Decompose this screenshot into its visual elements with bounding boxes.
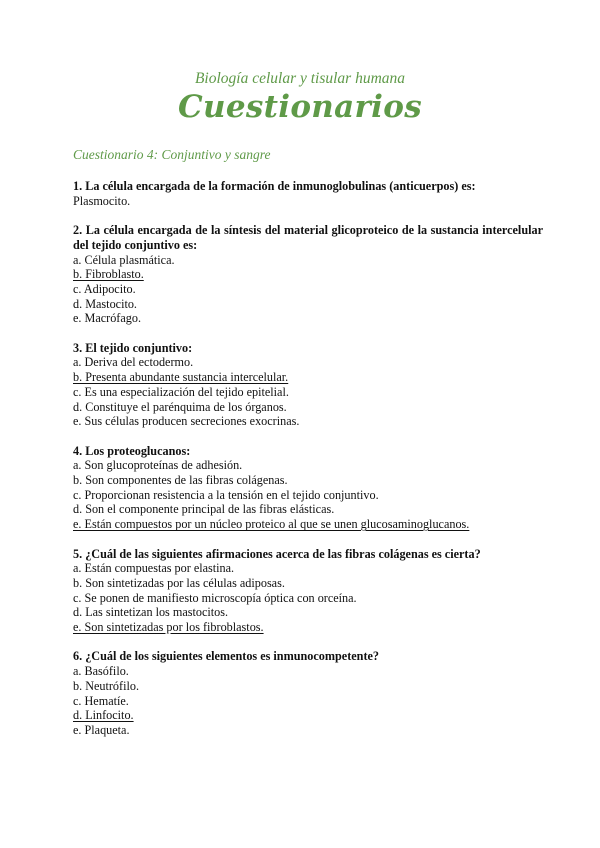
answer-option: c. Hematíe. bbox=[73, 693, 129, 708]
question-block bbox=[73, 649, 543, 737]
question-text: 4. Los proteoglucanos: bbox=[73, 443, 191, 458]
question-text: 2. La célula encargada de la síntesis del material glicoproteico de la sustancia intercelular del tejido conjuntivo es: bbox=[73, 223, 543, 252]
answer-option: c. Adipocito. bbox=[73, 281, 136, 296]
question-block bbox=[73, 179, 543, 208]
document-subtitle: Biología celular y tisular humana bbox=[194, 70, 406, 87]
question-block bbox=[73, 547, 543, 635]
answer-option: d. Son el componente principal de las fibras elásticas. bbox=[73, 502, 335, 517]
answer-option: c. Se ponen de manifiesto microscopía óptica con orceína. bbox=[73, 590, 357, 605]
answer-option: Plasmocito. bbox=[73, 193, 131, 208]
answer-option-correct: b. Fibroblasto. bbox=[73, 267, 144, 282]
answer-option: a. Están compuestas por elastina. bbox=[73, 561, 235, 576]
answer-option-correct: e. Están compuestos por un núcleo proteico al que se unen glucosaminoglucanos. bbox=[73, 517, 470, 532]
questions-list bbox=[73, 179, 543, 752]
answer-option: c. Es una especialización del tejido epitelial. bbox=[73, 384, 289, 399]
question-block bbox=[73, 223, 543, 326]
section-title: Cuestionario 4: Conjuntivo y sangre bbox=[73, 147, 271, 162]
answer-option: a. Son glucoproteínas de adhesión. bbox=[73, 458, 243, 473]
answer-option-correct: d. Linfocito. bbox=[73, 708, 134, 723]
document-title: Cuestionarios bbox=[178, 89, 422, 125]
answer-option: a. Basófilo. bbox=[73, 664, 129, 679]
answer-option: e. Sus células producen secreciones exocrinas. bbox=[73, 414, 300, 429]
answer-option-correct: e. Son sintetizadas por los fibroblastos. bbox=[73, 620, 264, 635]
answer-option: a. Célula plasmática. bbox=[73, 252, 175, 267]
answer-option: d. Las sintetizan los mastocitos. bbox=[73, 605, 229, 620]
question-block bbox=[73, 341, 543, 429]
question-text: 5. ¿Cuál de las siguientes afirmaciones acerca de las fibras colágenas es cierta? bbox=[73, 546, 481, 561]
answer-option: b. Neutrófilo. bbox=[73, 678, 140, 693]
question-block bbox=[73, 444, 543, 532]
question-text: 3. El tejido conjuntivo: bbox=[73, 340, 193, 355]
answer-option: b. Son componentes de las fibras colágenas. bbox=[73, 473, 288, 488]
question-text: 6. ¿Cuál de los siguientes elementos es inmunocompetente? bbox=[73, 649, 380, 664]
answer-option: d. Mastocito. bbox=[73, 296, 137, 311]
answer-option: b. Son sintetizadas por las células adiposas. bbox=[73, 575, 285, 590]
answer-option-correct: b. Presenta abundante sustancia intercelular. bbox=[73, 370, 289, 385]
answer-option: a. Deriva del ectodermo. bbox=[73, 355, 194, 370]
answer-option: c. Proporcionan resistencia a la tensión en el tejido conjuntivo. bbox=[73, 487, 379, 502]
question-text: 1. La célula encargada de la formación de inmunoglobulinas (anticuerpos) es: bbox=[73, 179, 476, 193]
answer-option: d. Constituye el parénquima de los órganos. bbox=[73, 399, 287, 414]
answer-option: e. Plaqueta. bbox=[73, 722, 130, 737]
answer-option: e. Macrófago. bbox=[73, 311, 142, 326]
